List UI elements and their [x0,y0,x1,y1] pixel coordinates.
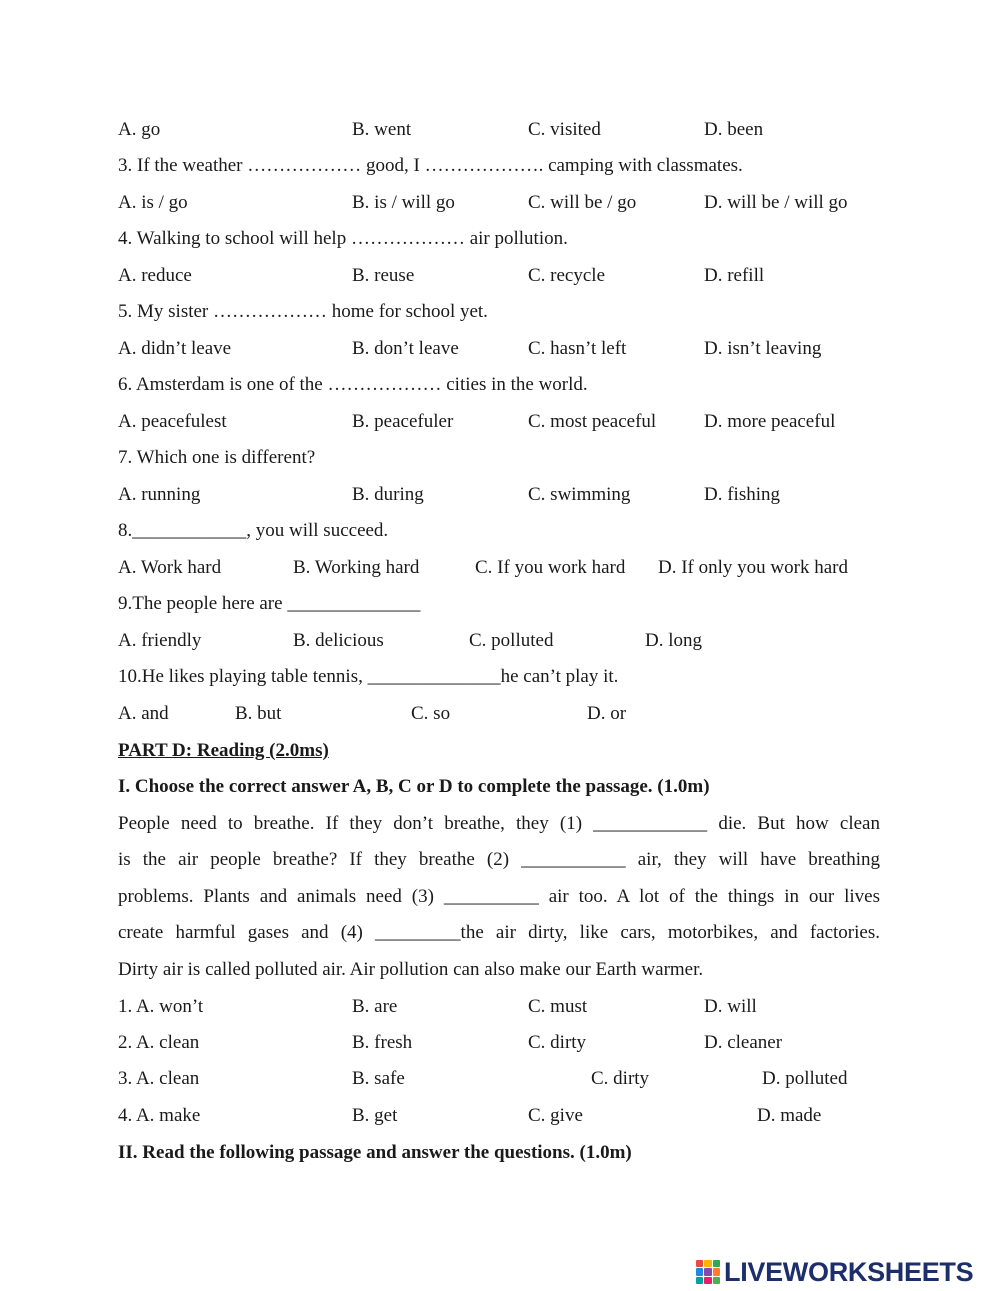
q6-option-a: A. peacefulest [118,411,227,432]
passage-line-1: People need to breathe. If they don’t breathe, they (1) ____________ die. But how clean [118,813,880,834]
q9-option-a: A. friendly [118,630,202,651]
p1-option-c: C. must [528,996,588,1017]
q10-option-b: B. but [235,703,282,724]
q2-option-c: C. visited [528,119,601,140]
q9-option-c: C. polluted [469,630,554,651]
logo-block [713,1277,720,1284]
passage-line-4: create harmful gases and (4) _________the air dirty, like cars, motorbikes, and factories. [118,922,880,943]
p4-option-b: B. get [352,1105,398,1126]
q5-option-d: D. isn’t leaving [704,338,822,359]
p3-option-d: D. polluted [762,1068,848,1089]
logo-block [696,1268,703,1275]
q6-option-b: B. peacefuler [352,411,454,432]
q10-stem: 10.He likes playing table tennis, ______________he can’t play it. [118,666,619,687]
p1-option-a: 1. A. won’t [118,996,204,1017]
logo-block [696,1277,703,1284]
q7-option-d: D. fishing [704,484,780,505]
q8-option-d: D. If only you work hard [658,557,848,578]
logo-block [704,1268,711,1275]
q7-option-c: C. swimming [528,484,631,505]
q4-option-b: B. reuse [352,265,415,286]
q5-option-a: A. didn’t leave [118,338,232,359]
logo-block [713,1268,720,1275]
part-d-heading: PART D: Reading (2.0ms) [118,740,329,761]
q6-option-c: C. most peaceful [528,411,657,432]
q3-stem: 3. If the weather ……………… good, I ………………. camping with classmates. [118,155,743,176]
logo-blocks-icon [696,1260,720,1284]
q3-option-b: B. is / will go [352,192,455,213]
liveworksheets-logo[interactable] [696,1257,973,1287]
p3-option-c: C. dirty [591,1068,650,1089]
q8-stem: 8.____________, you will succeed. [118,520,389,541]
q6-stem: 6. Amsterdam is one of the ……………… cities in the world. [118,374,588,395]
p1-option-d: D. will [704,996,757,1017]
p3-option-a: 3. A. clean [118,1068,200,1089]
p4-option-d: D. made [757,1105,822,1126]
q3-option-d: D. will be / will go [704,192,848,213]
logo-block [704,1277,711,1284]
q5-stem: 5. My sister ……………… home for school yet. [118,301,488,322]
q2-option-d: D. been [704,119,764,140]
passage-line-3: problems. Plants and animals need (3) __________ air too. A lot of the things in our lives [118,886,880,907]
logo-block [713,1260,720,1267]
q2-option-b: B. went [352,119,412,140]
q10-option-c: C. so [411,703,451,724]
q8-option-b: B. Working hard [293,557,420,578]
q4-option-c: C. recycle [528,265,606,286]
q6-option-d: D. more peaceful [704,411,836,432]
passage-line-2: is the air people breathe? If they breathe (2) ___________ air, they will have breathing [118,849,880,870]
q3-option-c: C. will be / go [528,192,637,213]
passage-line-5: Dirty air is called polluted air. Air pollution can also make our Earth warmer. [118,959,704,980]
q4-option-a: A. reduce [118,265,192,286]
p4-option-a: 4. A. make [118,1105,201,1126]
section-2-title: II. Read the following passage and answer the questions. (1.0m) [118,1142,632,1163]
section-1-title: I. Choose the correct answer A, B, C or D to complete the passage. (1.0m) [118,776,710,797]
q5-option-b: B. don’t leave [352,338,459,359]
q10-option-a: A. and [118,703,169,724]
q5-option-c: C. hasn’t left [528,338,627,359]
q9-stem: 9.The people here are ______________ [118,593,421,614]
q4-stem: 4. Walking to school will help ……………… air pollution. [118,228,568,249]
q3-option-a: A. is / go [118,192,188,213]
p2-option-d: D. cleaner [704,1032,783,1053]
p2-option-a: 2. A. clean [118,1032,200,1053]
q7-option-b: B. during [352,484,424,505]
p3-option-b: B. safe [352,1068,405,1089]
logo-block [696,1260,703,1267]
q10-option-d: D. or [587,703,627,724]
logo-text: LIVEWORKSHEETS [724,1256,974,1287]
p1-option-b: B. are [352,996,398,1017]
q2-option-a: A. go [118,119,161,140]
q8-option-a: A. Work hard [118,557,222,578]
q7-stem: 7. Which one is different? [118,447,316,468]
logo-block [704,1260,711,1267]
p2-option-c: C. dirty [528,1032,587,1053]
q9-option-b: B. delicious [293,630,384,651]
p2-option-b: B. fresh [352,1032,413,1053]
q9-option-d: D. long [645,630,702,651]
q8-option-c: C. If you work hard [475,557,626,578]
q7-option-a: A. running [118,484,201,505]
p4-option-c: C. give [528,1105,583,1126]
q4-option-d: D. refill [704,265,765,286]
